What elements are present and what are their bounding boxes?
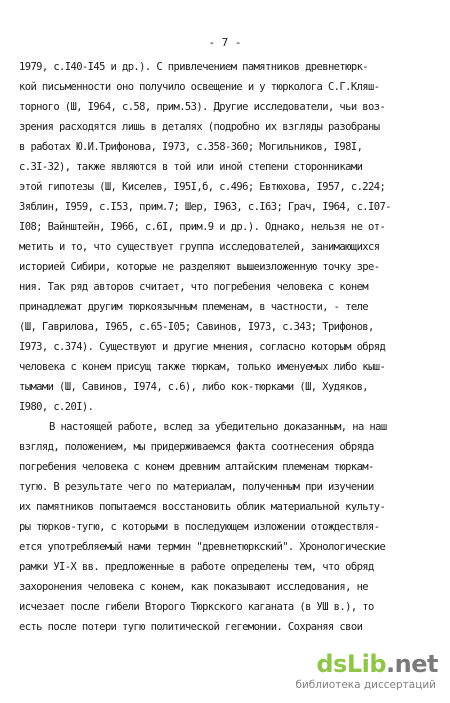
text-body xyxy=(19,57,439,637)
page-number: - 7 - xyxy=(208,36,242,49)
text-line: (Ш, Гаврилова, I965, с.65-I05; Савинов, I973, с.343; Трифонов, xyxy=(19,321,374,333)
text-line: Зяблин, I959, с.I53, прим.7; Шер, I963, с.I63; Грач, I964, с.I07- xyxy=(19,201,391,213)
watermark-logo xyxy=(316,651,438,677)
text-line: тугю. В результате чего по материалам, полученным при изучении xyxy=(19,481,374,493)
text-line: принадлежат другим тюркоязычным племенам, в частности, - теле xyxy=(19,301,369,313)
text-line: ется употребляемый нами термин "древнетюркский". Хронологические xyxy=(19,541,386,553)
text-line: ния. Так ряд авторов считает, что погребения человека с конем xyxy=(19,281,369,293)
text-line: тымами (Ш, Савинов, I974, с.6), либо кок-тюрками (Ш, Худяков, xyxy=(19,381,369,393)
text-line: ры тюрков-тугю, с которыми в последующем изложении отождествля- xyxy=(19,521,380,533)
text-line: метить и то, что существует группа исследователей, занимающихся xyxy=(19,241,380,253)
text-line: этой гипотезы (Ш, Киселев, I95I,б, с.496; Евтюхова, I957, с.224; xyxy=(19,181,386,193)
text-line: I973, с.374). Существуют и другие мнения, согласно которым обряд xyxy=(19,341,386,353)
text-line: их памятников попытаемся восстановить облик материальной культу- xyxy=(19,501,386,513)
text-line: исчезает после гибели Второго Тюркского каганата (в УШ в.), то xyxy=(19,601,374,613)
text-line: есть после потери тугю политической гегемонии. Сохраняя свои xyxy=(19,621,363,633)
text-line: I980, с.20I). xyxy=(19,401,94,413)
watermark xyxy=(262,651,438,695)
watermark-logo-net: .net xyxy=(386,650,438,678)
text-line: взгляд, положением, мы придерживаемся факта соотнесения обряда xyxy=(19,441,374,453)
text-line: захоронения человека с конем, как показывают исследования, не xyxy=(19,581,369,593)
text-line: рамки УI-Х вв. предложенные в работе определены тем, что обряд xyxy=(19,561,374,573)
text-line: историей Сибири, которые не разделяют вышеизложенную точку зре- xyxy=(19,261,380,273)
text-line: кой письменности оно получило освещение и у тюрколога С.Г.Кляш- xyxy=(19,81,380,93)
watermark-subtitle: библиотека диссертаций xyxy=(295,679,436,691)
watermark-logo-dslib: dsLib xyxy=(316,650,387,678)
text-line: погребения человека с конем древним алтайским племенам тюркам- xyxy=(19,461,374,473)
text-line: I08; Вайнштейн, I966, с.6I, прим.9 и др.). Однако, нельзя не от- xyxy=(19,221,386,233)
paragraph-start-line: В настоящей работе, вслед за убедительно доказанным, на наш xyxy=(49,421,387,433)
text-line: зрения расходятся лишь в деталях (подробно их взгляды разобраны xyxy=(19,121,380,133)
text-line: торного (Ш, I964, с.58, прим.53). Другие исследователи, чьи воз- xyxy=(19,101,386,113)
text-line: 1979, с.I40-I45 и др.). С привлечением памятников древнетюрк- xyxy=(19,61,369,73)
text-line: с.3I-32), также являются в той или иной степени сторонниками xyxy=(19,161,363,173)
text-line: в работах Ю.И.Трифонова, I973, с.358-360; Могильников, I98I, xyxy=(19,141,363,153)
text-line: человека с конем присущ также тюркам, только именуемых либо кыш- xyxy=(19,361,386,373)
